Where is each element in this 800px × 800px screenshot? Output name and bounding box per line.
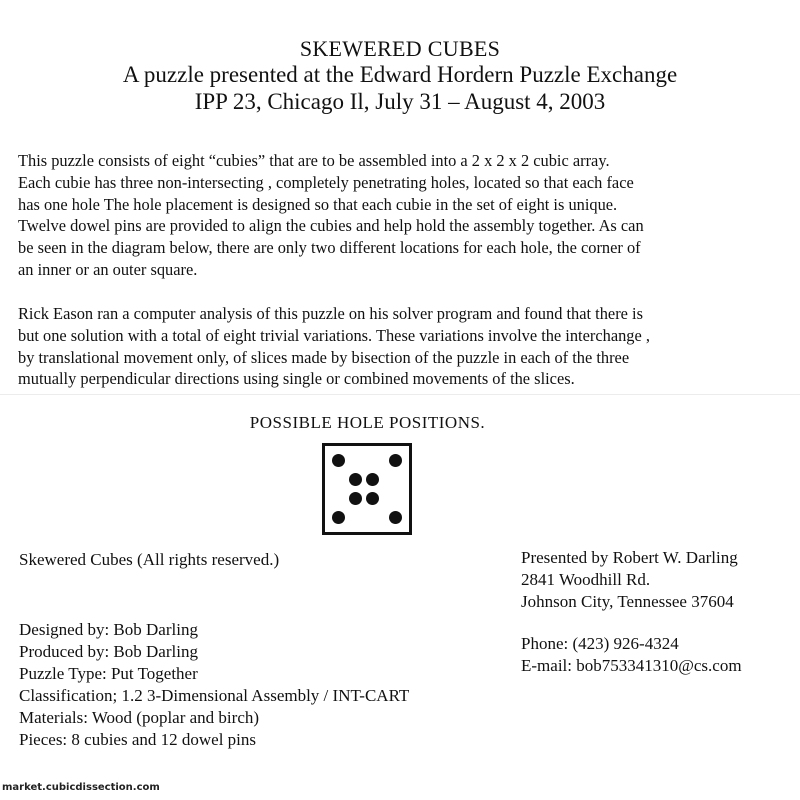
hole-positions-heading: POSSIBLE HOLE POSITIONS. [249,413,486,432]
produced-by: Produced by: Bob Darling [19,642,198,661]
presenter-name: Presented by Robert W. Darling [521,548,738,567]
pieces: Pieces: 8 cubies and 12 dowel pins [19,730,257,749]
description-paragraph [18,150,788,281]
paragraph-line: by translational movement only, of slices made by bisection of the puzzle in each of the three [18,347,630,367]
puzzle-credits [19,619,409,751]
classification: Classification; 1.2 3-Dimensional Assembly / INT-CART [19,686,410,705]
paragraph-line: This puzzle consists of eight “cubies” that are to be assembled into a 2 x 2 x 2 cubic array. [18,151,610,170]
paragraph-line: be seen in the diagram below, there are only two different locations for each hole, the corner of [18,238,641,258]
inner-hole-bottom-right [366,492,379,505]
email-address: E-mail: bob753341310@cs.com [521,656,742,675]
document-subtitle: A puzzle presented at the Edward Hordern Puzzle Exchange [122,62,678,87]
designed-by: Designed by: Bob Darling [19,620,198,639]
source-watermark: market.cubicdissection.com [2,782,160,793]
hole-positions-diagram [322,443,412,535]
puzzle-type: Puzzle Type: Put Together [19,664,198,683]
outer-hole-top-left [332,454,345,467]
outer-hole-bottom-left [332,511,345,524]
analysis-paragraph [18,303,788,390]
presenter-address [521,547,738,613]
rights-notice: Skewered Cubes (All rights reserved.) [19,550,280,569]
inner-hole-top-left [349,473,362,486]
document-title: SKEWERED CUBES [299,36,501,61]
inner-hole-top-right [366,473,379,486]
scan-divider [0,394,800,395]
paragraph-line: but one solution with a total of eight trivial variations. These variations involve the interchange , [18,325,650,345]
paragraph-line: an inner or an outer square. [18,259,198,279]
outer-hole-bottom-right [389,511,402,524]
paragraph-line: has one hole The hole placement is designed so that each cubie in the set of eight is unique. [18,194,618,214]
paragraph-line: mutually perpendicular directions using single or combined movements of the slices. [18,369,575,389]
phone-number: Phone: (423) 926-4324 [521,634,679,653]
paragraph-line: Twelve dowel pins are provided to align the cubies and help hold the assembly together. As can [18,216,644,236]
paragraph-line: Each cubie has three non-intersecting , completely penetrating holes, located so that each face [18,172,634,192]
event-line: IPP 23, Chicago Il, July 31 – August 4, 2003 [194,89,606,114]
presenter-city: Johnson City, Tennessee 37604 [521,592,734,611]
presenter-street: 2841 Woodhill Rd. [521,570,651,589]
materials: Materials: Wood (poplar and birch) [19,708,260,727]
outer-hole-top-right [389,454,402,467]
inner-hole-bottom-left [349,492,362,505]
paragraph-line: Rick Eason ran a computer analysis of this puzzle on his solver program and found that there is [18,304,643,323]
contact-info [521,633,742,677]
